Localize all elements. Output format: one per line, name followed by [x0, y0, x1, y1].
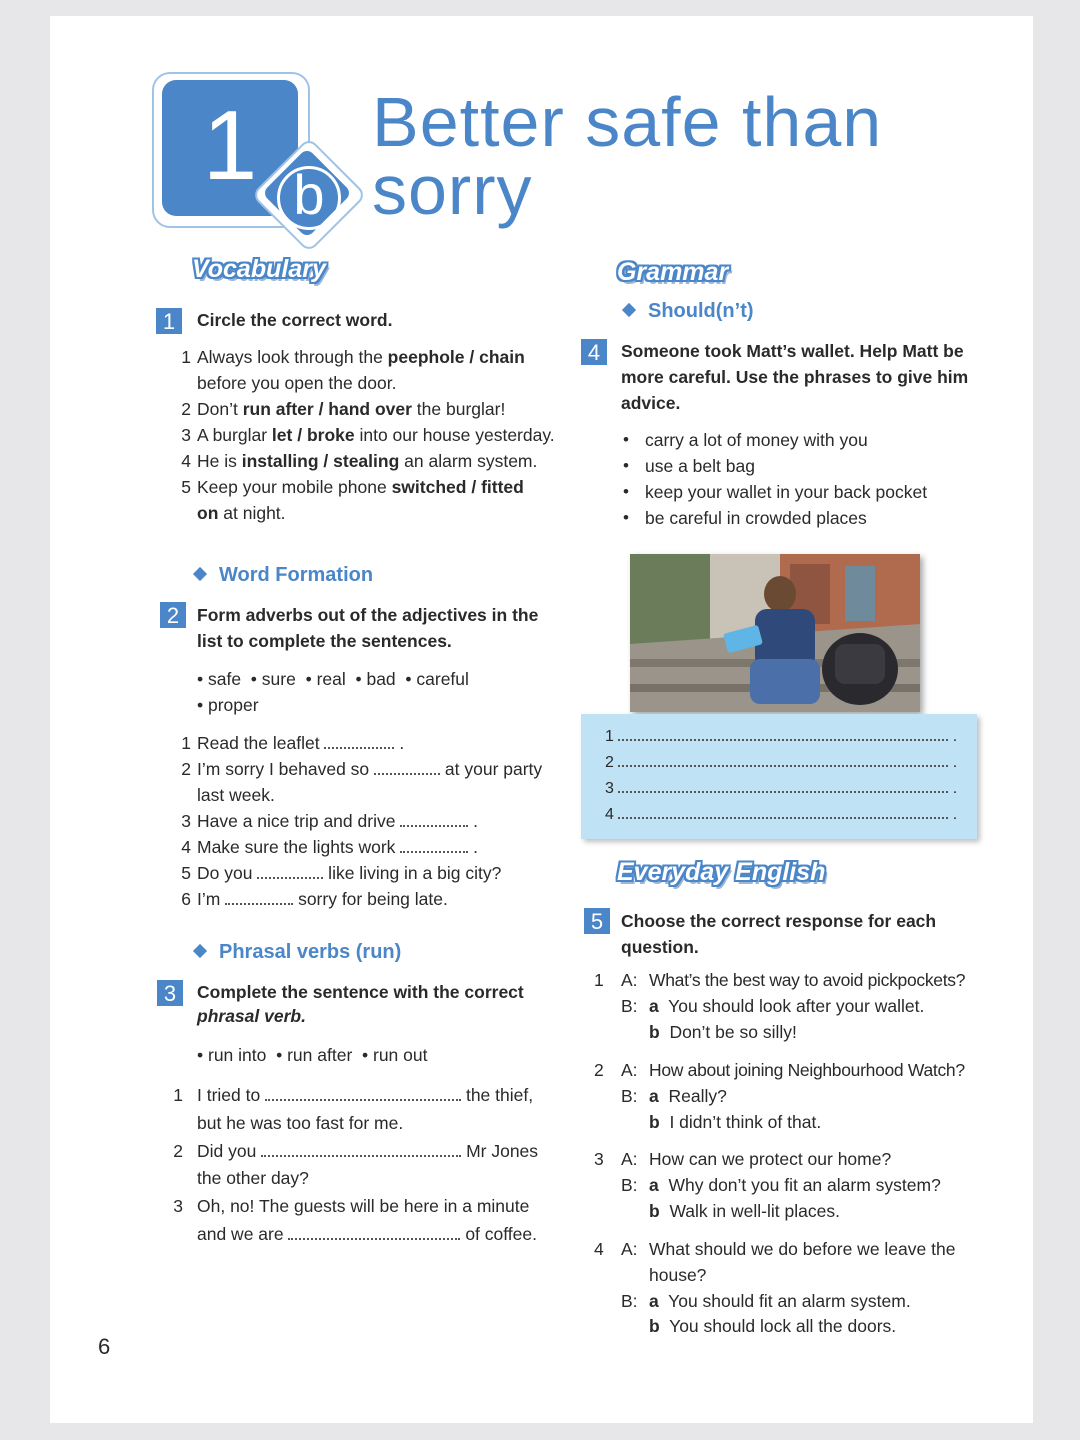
ex2-item-4: 4 Make sure the lights work . — [181, 837, 479, 857]
ex3-item-1: 1 I tried to the thief, — [173, 1085, 534, 1105]
vocabulary-banner: Vocabulary — [192, 255, 326, 283]
speaker-a-label: A: — [621, 1239, 638, 1259]
ex3-item-3: 3 Oh, no! The guests will be here in a minute — [173, 1196, 530, 1216]
blank-field[interactable] — [374, 759, 440, 775]
exercise-5-instruction: Choose the correct response for each question. — [621, 911, 937, 957]
ex5-question-4-line2: house? — [649, 1265, 707, 1285]
unit-title-line1: Better safe than — [372, 83, 883, 161]
grammar-banner: Grammar — [617, 258, 729, 286]
ex1-item-4: 4 He is installing / stealing an alarm system. — [181, 451, 538, 471]
option-fitted[interactable]: fitted — [481, 477, 524, 497]
speaker-b-label: B: — [621, 1175, 638, 1195]
answer-box — [581, 714, 977, 839]
exercise-3-instruction: Complete the sentence with the correct phrasal verb. — [197, 982, 524, 1026]
advice-bullet: • be careful in crowded places — [645, 505, 867, 531]
answer-field[interactable] — [618, 751, 948, 767]
exercise-2-number: 2 — [160, 602, 186, 628]
speaker-b-label: B: — [621, 996, 638, 1016]
exercise-2-instruction: Form adverbs out of the adjectives in the list to complete the sentences. — [197, 605, 539, 651]
ex1-item-5-line2: on at night. — [197, 503, 286, 523]
phrasal-word-list: • run into • run after • run out — [197, 1045, 428, 1065]
ex2-item-2-line2: last week. — [197, 785, 275, 805]
blank-field[interactable] — [261, 1141, 461, 1157]
speaker-a-label: A: — [621, 1060, 638, 1080]
answer-line-3: 3 . — [605, 776, 957, 802]
ex3-item-2-line2: the other day? — [197, 1168, 309, 1188]
ex1-item-2: 2 Don’t run after / hand over the burglar! — [181, 399, 506, 419]
ex2-item-1: 1 Read the leaflet . — [181, 733, 405, 753]
ex5-question-4: What should we do before we leave the — [649, 1239, 956, 1259]
ex5-option-2a[interactable]: a Really? — [649, 1086, 727, 1106]
exercise-4-instruction: Someone took Matt’s wallet. Help Matt be more careful. Use the phrases to give him advice. — [621, 341, 969, 413]
blank-field[interactable] — [324, 733, 394, 749]
photo-illustration — [630, 554, 920, 712]
ex5-option-2b[interactable]: b I didn’t think of that. — [649, 1112, 822, 1132]
answer-field[interactable] — [618, 725, 948, 741]
option-installing[interactable]: installing — [241, 451, 319, 471]
ex5-question-2: How about joining Neighbourhood Watch? — [649, 1060, 965, 1080]
diamond-icon — [622, 303, 636, 317]
unit-number: 1 — [202, 90, 258, 200]
blank-field[interactable] — [265, 1085, 461, 1101]
advice-bullet: • keep your wallet in your back pocket — [645, 479, 927, 505]
ex5-item-3-number: 3 — [594, 1149, 604, 1169]
unit-title — [372, 83, 883, 229]
ex5-item-4-number: 4 — [594, 1239, 604, 1259]
lesson-letter: b — [277, 166, 341, 230]
ex5-item-1-number: 1 — [594, 970, 604, 990]
phrasal-verbs-subtitle: Phrasal verbs (run) — [195, 941, 401, 964]
answer-field[interactable] — [618, 777, 948, 793]
ex3-item-3-line2: and we are of coffee. — [197, 1224, 537, 1244]
ex3-item-1-line2: but he was too fast for me. — [197, 1113, 404, 1133]
word-list: • safe • sure • real • bad • careful — [197, 669, 469, 689]
exercise-1-instruction: Circle the correct word. — [197, 310, 393, 330]
option-run-after[interactable]: run after — [242, 399, 314, 419]
everyday-english-banner: Everyday English — [617, 858, 826, 886]
answer-line-2: 2 . — [605, 750, 957, 776]
exercise-1-number: 1 — [156, 308, 182, 334]
option-peephole[interactable]: peephole — [387, 347, 465, 367]
blank-field[interactable] — [257, 863, 323, 879]
sad-teen-photo — [630, 554, 920, 712]
ex2-item-2: 2 I’m sorry I behaved so at your party — [181, 759, 543, 779]
blank-field[interactable] — [225, 889, 293, 905]
ex5-question-3: How can we protect our home? — [649, 1149, 892, 1169]
advice-bullet: • carry a lot of money with you — [645, 427, 868, 453]
option-stealing[interactable]: stealing — [333, 451, 400, 471]
ex1-item-5: 5 Keep your mobile phone switched / fitted — [181, 477, 524, 497]
blank-field[interactable] — [400, 811, 468, 827]
ex5-option-4a[interactable]: a You should fit an alarm system. — [649, 1291, 911, 1311]
exercise-5-number: 5 — [584, 908, 610, 934]
ex5-option-4b[interactable]: b You should lock all the doors. — [649, 1316, 897, 1336]
ex1-item-1-line2: before you open the door. — [197, 373, 397, 393]
option-chain[interactable]: chain — [479, 347, 525, 367]
exercise-3-number: 3 — [157, 980, 183, 1006]
ex5-item-2-number: 2 — [594, 1060, 604, 1080]
ex5-option-1b[interactable]: b Don’t be so silly! — [649, 1022, 797, 1042]
word-list-line2: • proper — [197, 695, 259, 715]
lesson-letter-wrap — [268, 154, 350, 236]
answer-field[interactable] — [618, 803, 948, 819]
ex1-item-3: 3 A burglar let / broke into our house yesterday. — [181, 425, 555, 445]
ex5-question-1: What’s the best way to avoid pickpockets? — [649, 970, 966, 990]
speaker-b-label: B: — [621, 1086, 638, 1106]
option-broke[interactable]: broke — [306, 425, 355, 445]
ex5-option-3b[interactable]: b Walk in well-lit places. — [649, 1201, 840, 1221]
option-switched[interactable]: switched — [391, 477, 467, 497]
ex2-item-6: 6 I’m sorry for being late. — [181, 889, 448, 909]
word-formation-subtitle: Word Formation — [195, 564, 373, 587]
grammar-subtitle: Should(n’t) — [624, 300, 754, 323]
blank-field[interactable] — [288, 1224, 460, 1240]
ex2-item-3: 3 Have a nice trip and drive . — [181, 811, 479, 831]
blank-field[interactable] — [400, 837, 468, 853]
speaker-a-label: A: — [621, 970, 638, 990]
page-number: 6 — [98, 1334, 111, 1359]
ex3-item-2: 2 Did you Mr Jones — [173, 1141, 539, 1161]
option-let[interactable]: let — [271, 425, 293, 445]
speaker-b-label: B: — [621, 1291, 638, 1311]
ex2-item-5: 5 Do you like living in a big city? — [181, 863, 502, 883]
diamond-icon — [193, 944, 207, 958]
ex5-option-1a[interactable]: a You should look after your wallet. — [649, 996, 925, 1016]
exercise-4-number: 4 — [581, 339, 607, 365]
speaker-a-label: A: — [621, 1149, 638, 1169]
ex5-option-3a[interactable]: a Why don’t you fit an alarm system? — [649, 1175, 941, 1195]
advice-bullet: • use a belt bag — [645, 453, 755, 479]
answer-line-1: 1 . — [605, 724, 957, 750]
unit-title-line2: sorry — [372, 151, 533, 229]
ex1-item-1: 1 Always look through the peephole / chain — [181, 347, 525, 367]
answer-line-4: 4 . — [605, 802, 957, 828]
option-hand-over[interactable]: hand over — [328, 399, 412, 419]
diamond-icon — [193, 567, 207, 581]
